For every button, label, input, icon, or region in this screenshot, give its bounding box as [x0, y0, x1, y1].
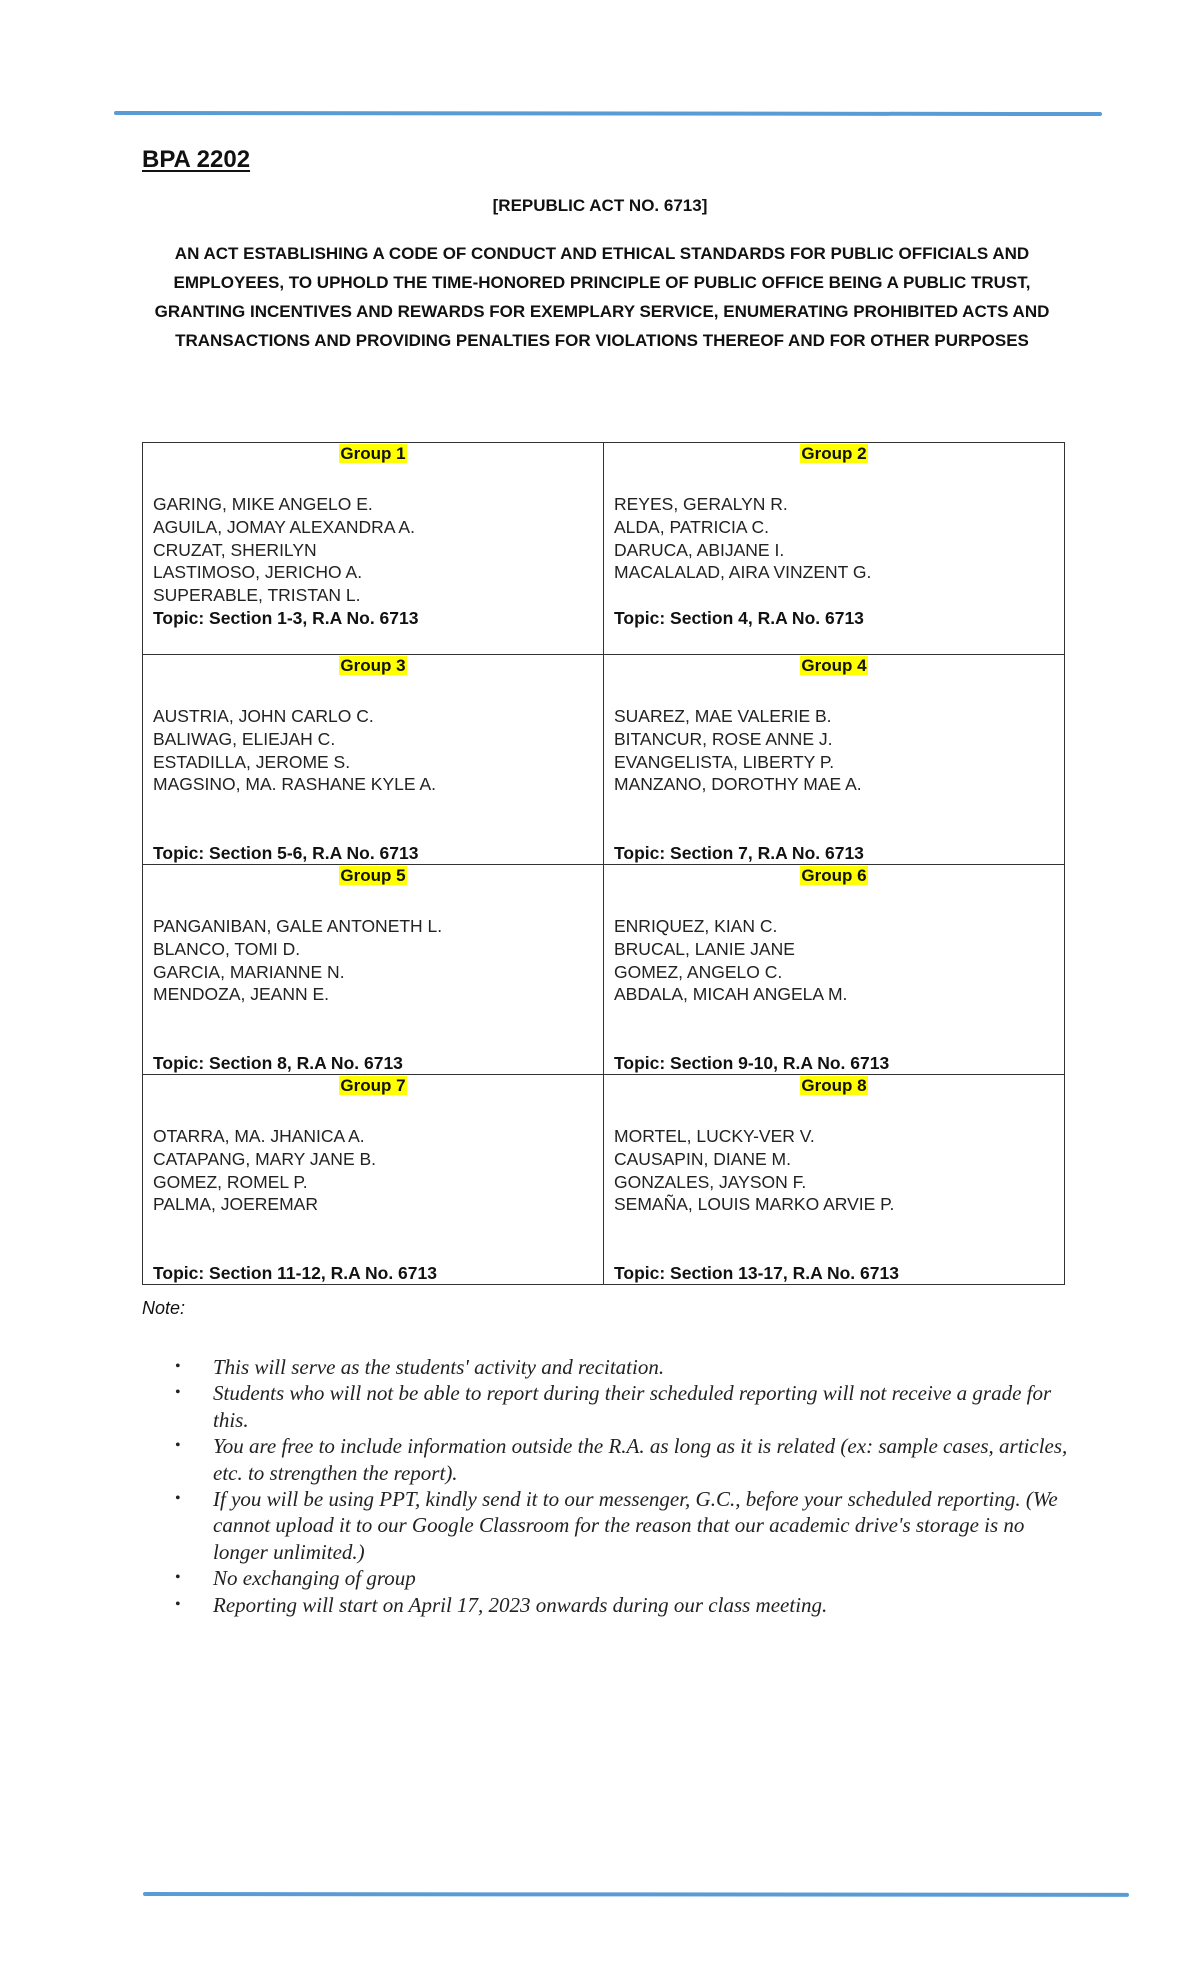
notes-list [175, 1354, 1075, 1618]
group-heading [153, 444, 593, 468]
group-label: Group 6 [801, 866, 867, 885]
group-label: Group 1 [340, 444, 406, 463]
member-name: MAGSINO, MA. RASHANE KYLE A. [153, 774, 436, 795]
member-list [614, 915, 1054, 1052]
member-name: DARUCA, ABIJANE I. [614, 539, 785, 560]
member-list [614, 705, 1054, 842]
bullet-icon: • [175, 1490, 181, 1508]
member-name: EVANGELISTA, LIBERTY P. [614, 751, 835, 772]
group-cell [604, 1075, 1065, 1285]
note-item [175, 1380, 1075, 1433]
member-name: GOMEZ, ANGELO C. [614, 961, 783, 982]
member-name: AGUILA, JOMAY ALEXANDRA A. [153, 516, 415, 537]
member-name: BRUCAL, LANIE JANE [614, 938, 795, 959]
top-divider [114, 111, 1102, 116]
member-name: MENDOZA, JEANN E. [153, 984, 329, 1005]
note-item [175, 1433, 1075, 1486]
group-cell [604, 865, 1065, 1075]
member-list [614, 1125, 1054, 1262]
group-cell [143, 1075, 604, 1285]
member-name: SUAREZ, MAE VALERIE B. [614, 706, 832, 726]
member-name: SUPERABLE, TRISTAN L. [153, 585, 361, 606]
group-cell [143, 655, 604, 865]
group-topic: Topic: Section 13-17, R.A No. 6713 [614, 1263, 899, 1283]
member-list [153, 493, 593, 607]
bottom-divider [143, 1892, 1129, 1897]
member-name: GARCIA, MARIANNE N. [153, 961, 345, 982]
group-topic: Topic: Section 5-6, R.A No. 6713 [153, 843, 419, 863]
member-name: BALIWAG, ELIEJAH C. [153, 728, 336, 749]
member-name: ALDA, PATRICIA C. [614, 516, 769, 537]
member-name: CRUZAT, SHERILYN [153, 539, 317, 560]
group-heading [614, 1076, 1054, 1100]
member-list [153, 915, 593, 1052]
group-heading [614, 866, 1054, 890]
member-name: MACALALAD, AIRA VINZENT G. [614, 562, 872, 583]
group-row [143, 865, 1065, 1075]
note-item [175, 1592, 1075, 1618]
note-text: Reporting will start on April 17, 2023 onwards during our class meeting. [213, 1592, 828, 1617]
group-cell [143, 443, 604, 655]
bullet-icon: • [175, 1437, 181, 1455]
group-label: Group 5 [340, 866, 406, 885]
group-label: Group 8 [801, 1076, 867, 1095]
member-name: BITANCUR, ROSE ANNE J. [614, 728, 833, 749]
group-topic: Topic: Section 8, R.A No. 6713 [153, 1053, 403, 1073]
bullet-icon: • [175, 1595, 181, 1613]
note-label: Note: [142, 1298, 186, 1318]
act-title: AN ACT ESTABLISHING A CODE OF CONDUCT AND ETHICAL STANDARDS FOR PUBLIC OFFICIALS AND EMPLOYEES, TO UPHOLD THE TIME-HONORED PRINCIPLE OF PUBLIC OFFICE BEING A PUBLIC TRUST, GRANTING INCENTIVES AND REWARDS FOR EXEMPLARY SERVICE, ENUMERATING PROHIBITED ACTS AND TRANSACTIONS AND PROVIDING PENALTIES FOR VIOLATIONS THEREOF AND FOR OTHER PURPOSES [154, 244, 1050, 350]
group-topic: Topic: Section 7, R.A No. 6713 [614, 843, 864, 863]
member-name: ESTADILLA, JEROME S. [153, 751, 351, 772]
member-name: GOMEZ, ROMEL P. [153, 1171, 308, 1192]
member-name: ENRIQUEZ, KIAN C. [614, 916, 778, 936]
member-name: GONZALES, JAYSON F. [614, 1171, 807, 1192]
note-text: No exchanging of group [213, 1566, 416, 1591]
member-name: OTARRA, MA. JHANICA A. [153, 1126, 365, 1146]
member-list [614, 493, 1054, 607]
group-label: Group 3 [340, 656, 406, 675]
note-text: You are free to include information outside the R.A. as long as it is related (ex: sample cases, articles, etc. to strengthen the report). [213, 1434, 1068, 1485]
member-name: SEMAÑA, LOUIS MARKO ARVIE P. [614, 1194, 895, 1215]
act-number: [REPUBLIC ACT NO. 6713] [492, 196, 708, 215]
group-heading [153, 866, 593, 890]
group-row [143, 655, 1065, 865]
note-text: Students who will not be able to report during their scheduled reporting will not receive a grade for this. [213, 1381, 1052, 1432]
group-heading [153, 656, 593, 680]
member-name: AUSTRIA, JOHN CARLO C. [153, 706, 374, 726]
member-name: REYES, GERALYN R. [614, 494, 788, 514]
group-cell [604, 655, 1065, 865]
note-item [175, 1354, 1075, 1380]
group-topic: Topic: Section 9-10, R.A No. 6713 [614, 1053, 890, 1073]
group-cell [604, 443, 1065, 655]
group-label: Group 7 [340, 1076, 406, 1095]
note-item [175, 1486, 1075, 1565]
note-item [175, 1565, 1075, 1591]
note-text: If you will be using PPT, kindly send it to our messenger, G.C., before your scheduled reporting. (We cannot upload it to our Google Classroom for the reason that our academic drive's storage is no longer unlimited.) [213, 1487, 1058, 1564]
member-name: LASTIMOSO, JERICHO A. [153, 562, 363, 583]
group-label: Group 4 [801, 656, 867, 675]
member-name: CAUSAPIN, DIANE M. [614, 1148, 791, 1169]
group-heading [614, 444, 1054, 468]
bullet-icon: • [175, 1384, 181, 1402]
member-name: PANGANIBAN, GALE ANTONETH L. [153, 916, 443, 936]
group-topic: Topic: Section 1-3, R.A No. 6713 [153, 608, 419, 628]
member-name: ABDALA, MICAH ANGELA M. [614, 984, 848, 1005]
member-name: GARING, MIKE ANGELO E. [153, 494, 373, 514]
member-list [153, 1125, 593, 1262]
member-name: BLANCO, TOMI D. [153, 938, 301, 959]
member-list [153, 705, 593, 842]
group-topic: Topic: Section 11-12, R.A No. 6713 [153, 1263, 437, 1283]
group-heading [614, 656, 1054, 680]
bullet-icon: • [175, 1569, 181, 1587]
bullet-icon: • [175, 1358, 181, 1375]
group-label: Group 2 [801, 444, 867, 463]
note-text: This will serve as the students' activity and recitation. [213, 1355, 665, 1379]
group-row [143, 1075, 1065, 1285]
groups-table [142, 442, 1065, 1285]
group-cell [143, 865, 604, 1075]
group-topic: Topic: Section 4, R.A No. 6713 [614, 608, 864, 628]
member-name: MANZANO, DOROTHY MAE A. [614, 774, 862, 795]
member-name: PALMA, JOEREMAR [153, 1194, 318, 1215]
group-row [143, 443, 1065, 655]
member-name: CATAPANG, MARY JANE B. [153, 1148, 377, 1169]
course-code: BPA 2202 [142, 146, 251, 173]
member-name: MORTEL, LUCKY-VER V. [614, 1126, 815, 1146]
group-heading [153, 1076, 593, 1100]
